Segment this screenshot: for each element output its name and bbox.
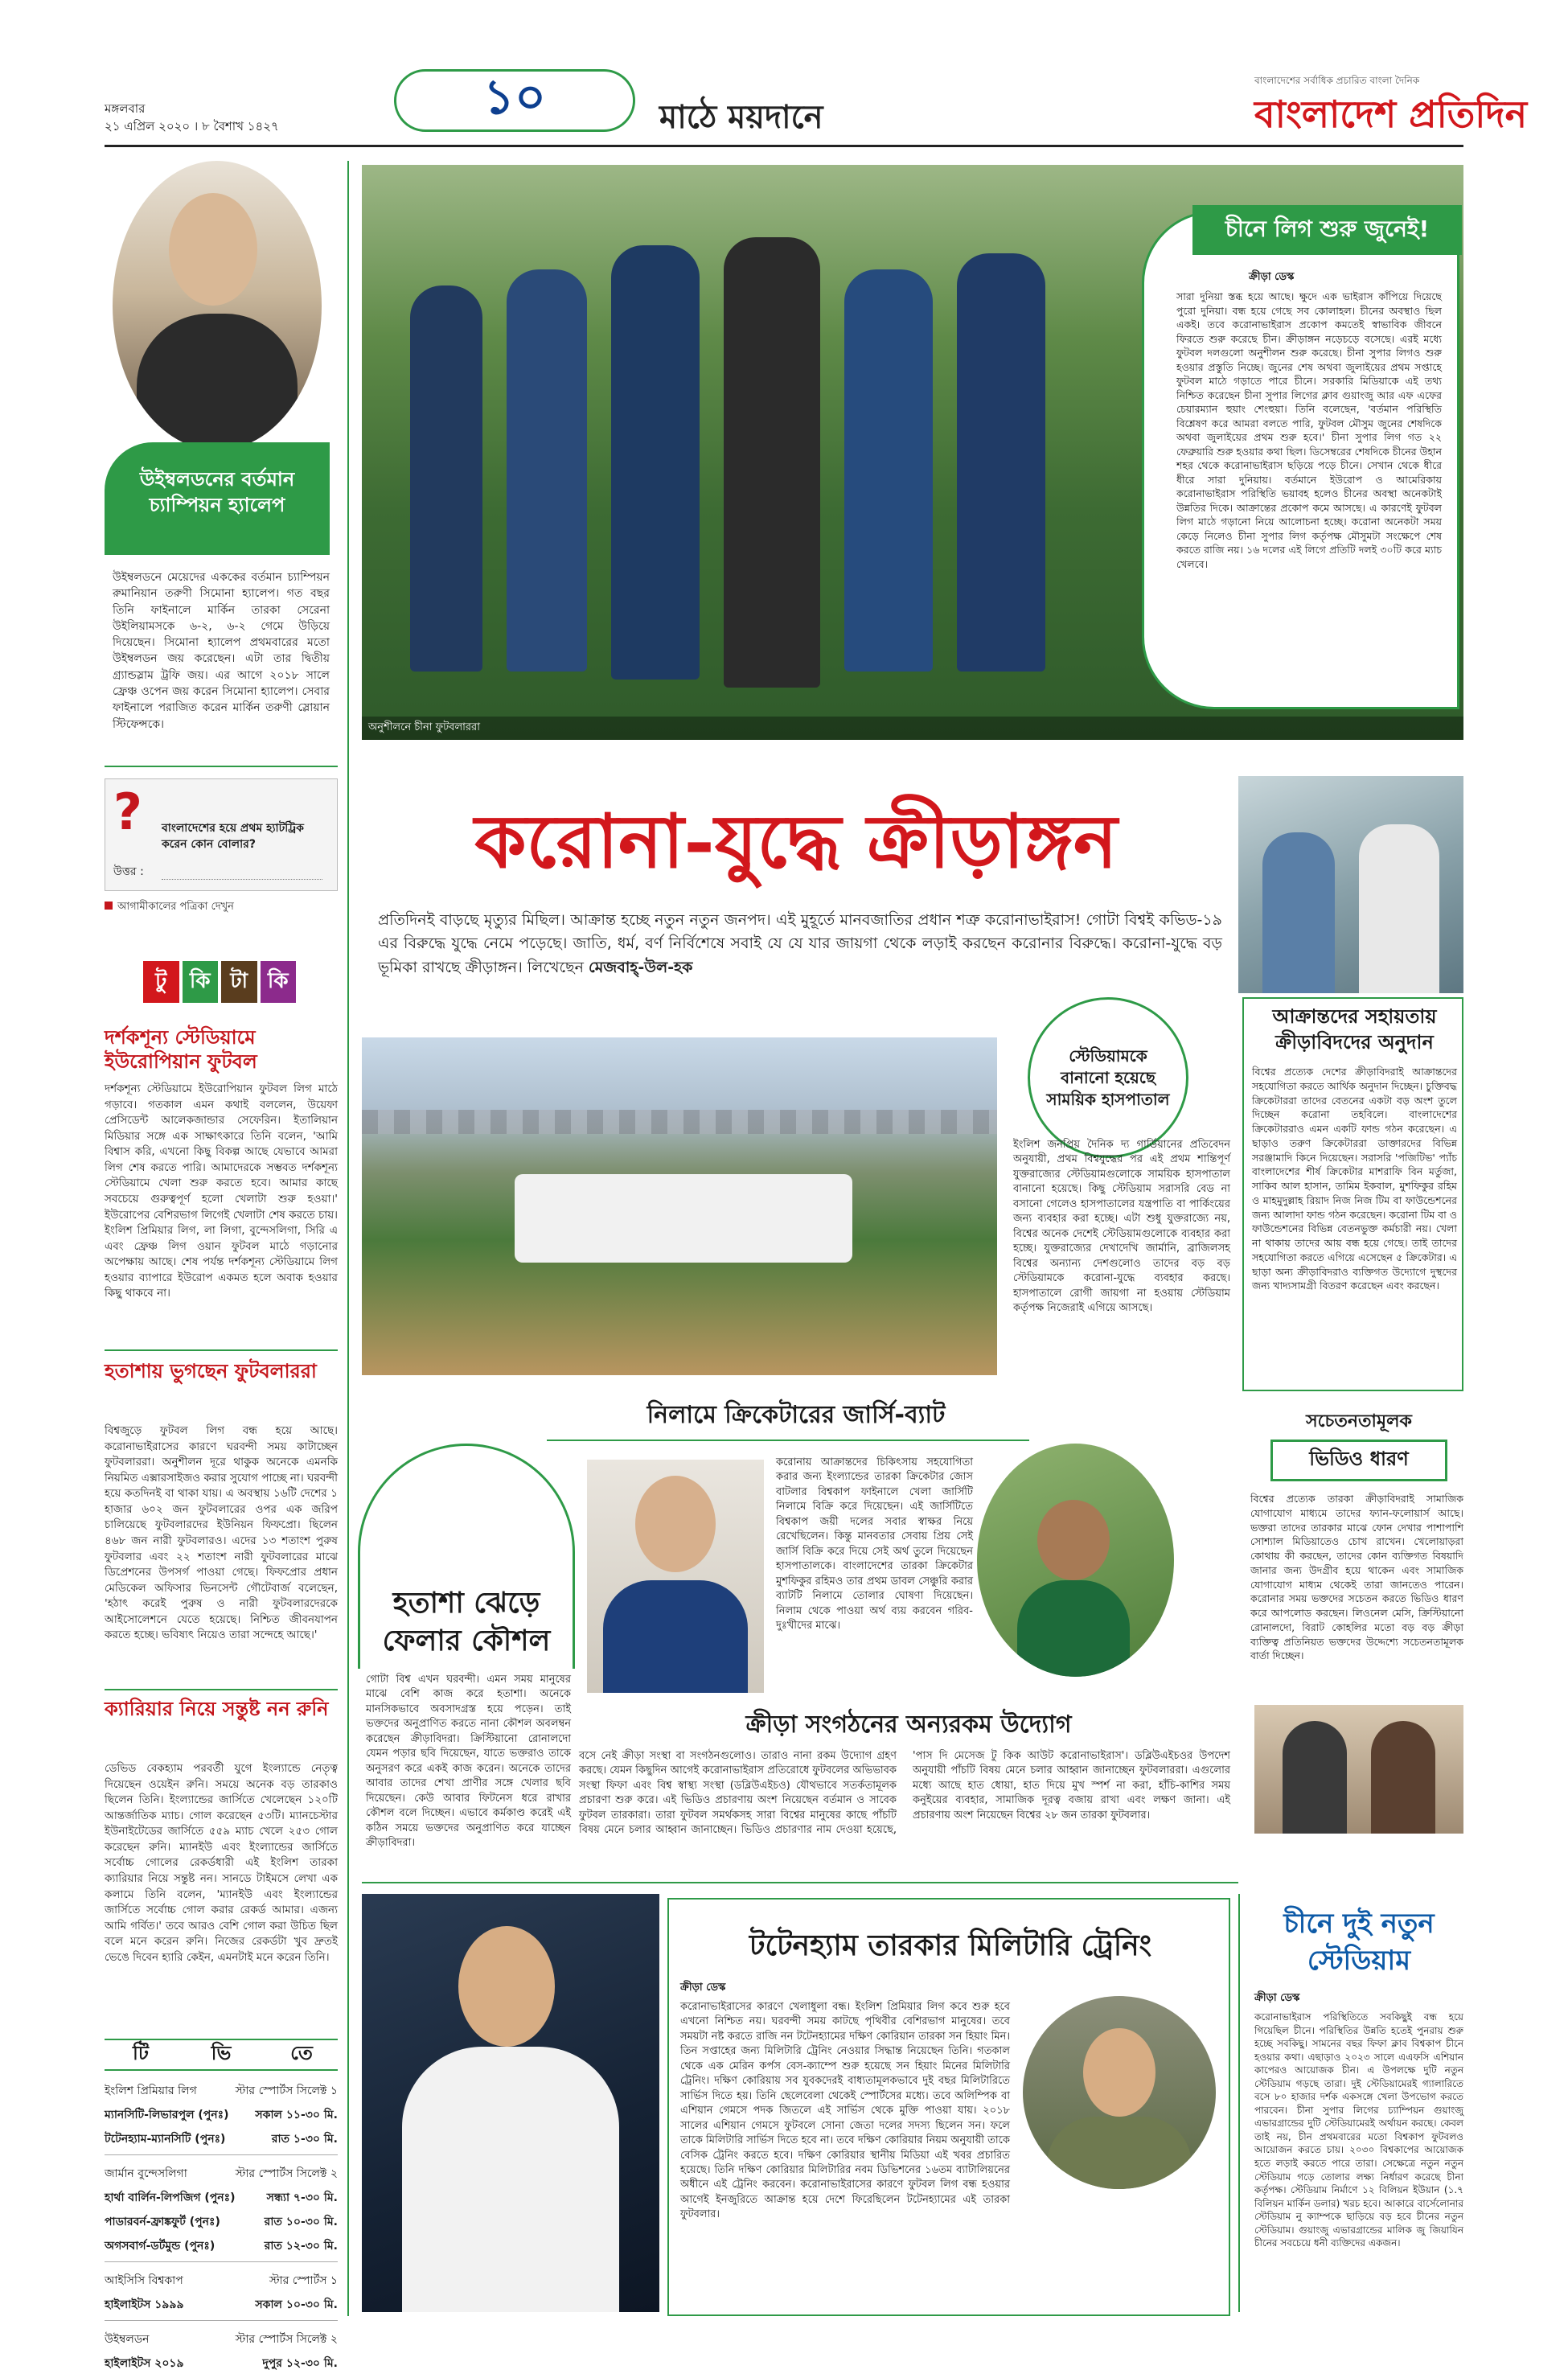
tottenham-box [667, 1898, 1230, 2316]
tv-schedule [105, 2079, 338, 2374]
quiz-box [105, 778, 338, 891]
tv-match: হার্থা বার্লিন-লিপজিগ (পুনঃ) [105, 2191, 236, 2204]
tv-letter: তে [290, 2042, 313, 2064]
china-stadium-byline: ক্রীড়া ডেস্ক [1254, 1992, 1300, 2004]
mushfiq-photo [977, 1444, 1174, 1677]
tv-match: পাডারবর্ন-ফ্রাঙ্কফুর্ট (পুনঃ) [105, 2216, 220, 2228]
main-author: মেজবাহ্-উল-হক [589, 958, 693, 976]
brand-logo: বাংলাদেশ প্রতিদিন [1254, 92, 1528, 136]
quiz-answer-line[interactable] [162, 879, 322, 880]
tottenham-title: টটেনহ্যাম তারকার মিলিটারি ট্রেনিং [749, 1929, 1152, 1962]
aid-title: আক্রান্তদের সহায়তায় ক্রীড়াবিদদের অনুদান [1272, 1005, 1437, 1054]
tv-time: সকাল ১০-৩০ মি. [255, 2298, 338, 2311]
china-byline: ক্রীড়া ডেস্ক [1249, 271, 1295, 283]
stadium-bubble [1028, 997, 1188, 1158]
aid-box [1242, 997, 1463, 1391]
tv-banner [105, 2039, 338, 2071]
main-headline: করোনা-যুদ্ধে ক্রীড়াঙ্গন [474, 798, 1118, 885]
china-title-bar [1192, 205, 1462, 255]
tv-match: টটেনহ্যাম-ম্যানসিটি (পুনঃ) [105, 2133, 226, 2146]
section-title: মাঠে ময়দানে [659, 99, 823, 136]
halep-text: উইম্বলডনে মেয়েদের এককের বর্তমান চ্যাম্পিয়ন রুমানিয়ান তরুণী সিমোনা হ্যালেপ। গত বছর তিনি ফাইনালে মার্কিন তারকা সেরেনা উইলিয়ামসকে ৬-২, ৬-২ গেমে উড়িয়ে দিয়েছেন। সিমোনা হ্যালেপ প্রথমবারের মতো উইম্বলডন জয় করেছেন। এটা তার দ্বিতীয় গ্র্যান্ডস্লাম ট্রফি জয়। এর আগে ২০১৮ সালে ফ্রেঞ্চ ওপেন জয় করেন সিমোনা হ্যালেপ। সেবার ফাইনালে পরাজিত করেন মার্কিন তরুণী স্লোয়ান স্টিফেন্সকে। [113, 571, 330, 731]
header-rule [105, 145, 1463, 147]
tv-letter: ভি [211, 2042, 232, 2064]
quiz-answer-label: উত্তর : [113, 865, 144, 878]
tv-league: ইংলিশ প্রিমিয়ার লিগ [105, 2084, 197, 2097]
tv-letter: টি [133, 2042, 149, 2064]
china-league-box [1142, 211, 1459, 709]
left-column-rule [347, 161, 349, 2316]
frustration-bubble [358, 1444, 575, 1669]
tv-league: উইম্বলডন [105, 2333, 150, 2346]
stadium-label: স্টেডিয়ামকে বানানো হয়েছে সাময়িক হাসপাতাল [1046, 1045, 1170, 1109]
china-title: চীনে লিগ শুরু জুনেই! [1225, 215, 1430, 242]
story2-title: হতাশায় ভুগছেন ফুটবলাররা [105, 1360, 317, 1382]
halep-photo [113, 161, 322, 450]
tuki-letter: কি [261, 961, 297, 1003]
tuki-letter: টা [221, 961, 257, 1003]
tv-channel: স্টার স্পোর্টস সিলেক্ট ২ [235, 2333, 338, 2346]
tv-league: আইসিসি বিশ্বকাপ [105, 2274, 183, 2287]
story2-text: বিশ্বজুড়ে ফুটবল লিগ বন্ধ হয়ে আছে। করোনাভাইরাসের কারণে ঘরবন্দী সময় কাটাচ্ছেন ফুটবলাররা। অনুশীলন দূরে থাকুক অনেকে এমনকি নিয়মিত এক্সারসাইজও করার সুযোগ পাচ্ছে না। ঘরবন্দী হয়ে কতদিনই বা থাকা যায়। এ অবস্থায় ১৬টি দেশের ১ হাজার ৬০২ জন ফুটবলারের ওপর এক জরিপ চালিয়েছে ফুটবলারদের ইউনিয়ন ফিফপ্রো। ছিলেন ৪৬৮ জন নারী ফুটবলারও। এদের ১৩ শতাংশ পুরুষ ফুটবলার এবং ২২ শতাংশ নারী ফুটবলারের মাঝে ডিপ্রেশনের উপসর্গ পাওয়া গেছে। ফিফপ্রোর প্রধান মেডিকেল অফিসার ভিনসেন্ট গৌটেবার্জ বলেছেন, 'হঠাৎ করেই পুরুষ ও নারী ফুটবলারদেরকে আইসোলেশনে যেতে হয়েছে। নিশ্চিত জীবনযাপন করতে হচ্ছে। ভবিষ্যৎ নিয়েও তারা সন্দেহে আছে।' [105, 1424, 338, 1642]
tottenham-text: করোনাভাইরাসের কারণে খেলাধুলা বন্ধ। ইংলিশ প্রিমিয়ার লিগ কবে শুরু হবে এখনো নিশ্চিত নয়। ঘরবন্দী সময় কাটছে পৃথিবীর বেশিরভাগ মানুষের। তবে সময়টা নষ্ট করতে রাজি নন টটেনহ্যামের দক্ষিণ কোরিয়ান তারকা সন হিয়াং মিন। তিন সপ্তাহের জন্য মিলিটারি ট্রেনিং নেওয়ার সিদ্ধান্ত নিয়েছেন তিনি। গতকাল থেকে এক মেরিন কর্পস বেস-ক্যাম্পে শুরু হয়েছে সন হিয়াং মিনের মিলিটারি ট্রেনিং। দক্ষিণ কোরিয়ায় সব যুবকদেরই বাধ্যতামূলকভাবে দুই বছর মিলিটারিতে সার্ভিস দিতে হয়। তিনি ছেলেবেলা থেকেই স্পোর্টসের মধ্যে। তবে অলিম্পিক বা এশিয়ান গেমসে পদক জিতলে এই সার্ভিস থেকে মুক্তি পাওয়া যায়। ২০১৮ সালের এশিয়ান গেমসে ফুটবলে সোনা জেতা দলের সদস্য ছিলেন সন। ফলে তাকে মিলিটারি সার্ভিস দিতে হবে না। তবে দক্ষিণ কোরিয়ার নিয়ম অনুযায়ী তাকে বেসিক ট্রেনিং করতে হবে। দক্ষিণ কোরিয়ার স্থানীয় মিডিয়া এই খবর প্রচারিত হয়েছে। তিনি দক্ষিণ কোরিয়ার মিলিটারির নবম ডিভিশনের ১৬তম ব্যাটালিয়নের অধীনে এই ট্রেনিং করবেন। করোনাভাইরাসের কারণে ফুটবল লিগ বন্ধ হওয়ার আগেই ইনজুরিতে আক্রান্ত হয়ে দেশে ফিরেছিলেন টটেনহ্যামের এই তারকা ফুটবলার। [680, 2001, 1010, 2221]
tv-match: হাইলাইটস ২০১৯ [105, 2357, 184, 2370]
auction-rule [547, 1440, 1029, 1441]
tv-group [105, 2327, 338, 2374]
china-stadium-title: চীনে দুই নতুন স্টেডিয়াম [1283, 1908, 1435, 1977]
story1-rule [105, 1349, 338, 1351]
brand-tagline: বাংলাদেশের সর্বাধিক প্রচারিত বাংলা দৈনিক [1254, 75, 1420, 86]
son-photo [362, 1894, 659, 2312]
auction-title: নিলামে ক্রিকেটারের জার্সি-ব্যাট [646, 1401, 946, 1429]
tv-match: অগসবার্গ-ডর্টমুন্ড (পুনঃ) [105, 2240, 215, 2253]
china-photo-label: অনুশীলনে চীনা ফুটবলাররা [362, 717, 1463, 740]
awareness-title-box [1270, 1440, 1447, 1481]
main-intro [378, 909, 1222, 980]
player-figures [394, 237, 1118, 720]
tv-group [105, 2162, 338, 2262]
china-text: সারা দুনিয়া স্তব্ধ হয়ে আছে। ক্ষুদে এক ভাইরাস কাঁপিয়ে দিয়েছে পুরো দুনিয়া। বন্ধ হয়ে গেছে সব কোলাহল। চীনের অবস্থাও ছিল একই। তবে করোনাভাইরাস প্রকোপ কমতেই স্বাভাবিক জীবনে ফিরতে শুরু করেছে চীন। ক্রীড়াঙ্গন নড়েচড়ে বসেছে। এরই মধ্যে ফুটবল দলগুলো অনুশীলন শুরু করেছে। চীনা সুপার লিগও শুরু হওয়ার প্রস্তুতি নিচ্ছে। জুনের শেষ অথবা জুলাইয়ের প্রথম সপ্তাহে ফুটবল মাঠে গড়াতে পারে চীনে। সরকারি মিডিয়াকে এই তথ্য নিশ্চিত করেছেন চীনা সুপার লিগের ক্লাব গুয়াংজু আর এফ এফের চেয়ারম্যান হুয়াং শেংহুয়া। তিনি বলেছেন, 'বর্তমান পরিস্থিতি বিশ্লেষণ করে আমরা বলতে পারি, ফুটবল মৌসুম জুনের শেষদিকে অথবা জুলাইয়ের প্রথম শুরু হবে।' চীনা সুপার লিগ গত ২২ ফেব্রুয়ারি শুরু হওয়ার কথা ছিল। ডিসেম্বরের শেষদিকে চীনের উহান শহর থেকে করোনাভাইরাস ছড়িয়ে পড়ে চীনে। সেখান থেকে ধীরে ধীরে সারা দুনিয়ায়। বর্তমানে ইউরোপ ও আমেরিকায় করোনাভাইরাস পরিস্থিতি ভয়াবহ হলেও চীনের অবস্থা অনেকটাই উন্নতির দিকে। আক্রান্তের প্রকোপ কমে আসছে। এ কারণেই ফুটবল লিগ মাঠে গড়ানো নিয়ে আলোচনা হচ্ছে। করোনা অনেকটা সময় কেড়ে নিলেও চীনা সুপার লিগ কর্তৃপক্ষ মৌসুমটা সংক্ষেপে শেষ করতে রাজি নয়। ১৬ দলের এই লিগে প্রতিটি দলই ৩০টি করে ম্যাচ খেলবে। [1176, 290, 1442, 570]
org-text: বসে নেই ক্রীড়া সংস্থা বা সংগঠনগুলোও। তারাও নানা রকম উদ্যোগ গ্রহণ করছে। যেমন কিছুদিন আগেই করোনাভাইরাস প্রতিরোধে ফুটবলের অভিভাবক সংস্থা ফিফা এবং বিশ্ব স্বাস্থ্য সংস্থা (ডব্লিউএইচও) যৌথভাবে সতর্কতামূলক প্রচারণা শুরু করে। এই ভিডিও প্রচারণায় অংশ নিয়েছেন বর্তমান ও সাবেক ফুটবল তারকারা। তারা ফুটবল সমর্থকসহ সারা বিশ্বের মানুষের কাছে পাঁচটি বিষয় মেনে চলার আহ্বান জানাচ্ছেন। ভিডিও প্রচারণার নাম দেওয়া হয়েছে, 'পাস দি মেসেজ টু কিক আউট করোনাভাইরাস'। ডব্লিউএইচওর উপদেশ অনুযায়ী পাঁচটি বিষয় মেনে চলার আহ্বান জানাচ্ছেন ফুটবলাররা। এগুলোর মধ্যে আছে হাত ধোয়া, হাত দিয়ে মুখ স্পর্শ না করা, হাঁচি-কাশির সময় কনুইয়ের ব্যবহার, সামাজিক দূরত্ব বজায় রাখা এবং লক্ষণ জানা। এই প্রচারণায় অংশ নিয়েছেন বিশ্বের ২৮ জন তারকা ফুটবলার। [579, 1750, 1230, 1837]
tv-channel: স্টার স্পোর্টস ১ [269, 2274, 338, 2287]
quiz-note [105, 899, 234, 916]
awareness-title: ভিডিও ধারণ [1309, 1448, 1409, 1470]
frustration-title: হতাশা ঝেড়ে ফেলার কৌশল [382, 1587, 551, 1658]
tv-channel: স্টার স্পোর্টস সিলেক্ট ১ [235, 2084, 338, 2097]
page-header [105, 64, 1528, 145]
son-military-photo [1023, 1996, 1216, 2189]
tv-time: সকাল ১১-৩০ মি. [255, 2109, 338, 2121]
quiz-note-bullet [105, 902, 113, 910]
halep-body-shape [137, 314, 298, 450]
tuki-taki-banner [143, 961, 296, 1003]
page-number: ১০ [483, 69, 546, 125]
tuki-letter: টু [143, 961, 179, 1003]
awareness-label: সচেতনতামূলক [1306, 1411, 1412, 1431]
tv-time: রাত ১০-৩০ মি. [264, 2216, 338, 2228]
stadium-text: ইংলিশ জনপ্রিয় দৈনিক দ্য গার্ডিয়ানের প্রতিবেদন অনুযায়ী, প্রথম বিশ্বযুদ্ধের পর এই প্রথম শান্তিপূর্ণ যুক্তরাজ্যের স্টেডিয়ামগুলোকে সাময়িক হাসপাতাল বানানো হয়েছে। কিছু স্টেডিয়াম সরাসরি বেড না বসানো গেলেও হাসপাতালের যন্ত্রপাতি বা পার্কিংয়ের জন্য ব্যবহার করা হচ্ছে। এটা শুধু যুক্তরাজ্যে নয়, বিশ্বের অনেক দেশেই স্টেডিয়ামগুলোকে ব্যবহার করা হচ্ছে। যুক্তরাজ্যের দেখাদেখি জার্মানি, ব্রাজিলসহ বিশ্বের অন্যান্য দেশগুলোও তাদের বড় বড় স্টেডিয়ামকে করোনা-যুদ্ধে ব্যবহার করছে। হাসপাতালে রোগী জায়গা না হওয়ায় স্টেডিয়াম কর্তৃপক্ষ নিজেরাই এগিয়ে আসছে। [1013, 1139, 1230, 1314]
tv-time: দুপুর ১২-৩০ মি. [262, 2357, 338, 2370]
aid-photo [1238, 776, 1463, 993]
header-date: ২১ এপ্রিল ২০২০ । ৮ বৈশাখ ১৪২৭ [105, 119, 279, 133]
story3-text: ডেভিড বেকহ্যাম পরবর্তী যুগে ইংল্যান্ডে নেতৃত্ব দিয়েছেন ওয়েইন রুনি। সময়ে অনেক বড় তারকাও ছিলেন তিনি। ইংল্যান্ডের জার্সিতে খেলেছেন ১২০টি আন্তর্জাতিক ম্যাচ। গোল করেছেন ৫৩টি। ম্যানচেস্টার ইউনাইটেডের জার্সিতে ৫৫৯ ম্যাচ খেলে ২৫৩ গোল করেছেন রুনি। ম্যানইউ এবং ইংল্যান্ডের জার্সিতে সর্বোচ্চ গোলের রেকর্ডধারী এই ইংলিশ তারকা ক্যারিয়ার নিয়ে সন্তুষ্ট নন। সানডে টাইমসে লেখা এক কলামে তিনি বলেন, 'ম্যানইউ এবং ইংল্যান্ডের জার্সিতে সর্বোচ্চ গোল করার রেকর্ড আমার। এজন্য আমি গর্বিত।' তবে আরও বেশি গোল করা উচিত ছিল বলে মনে করেন রুনি। নিজের রেকর্ডটা খুব দ্রুতই ভেঙে দিবেন হ্যারি কেইন, এমনটাই মনে করেন তিনি। [105, 1762, 338, 1964]
halep-head-shape [169, 193, 257, 306]
main-intro-text: প্রতিদিনই বাড়ছে মৃত্যুর মিছিল। আক্রান্ত হচ্ছে নতুন নতুন জনপদ। এই মুহূর্তে মানবজাতির প্রধান শত্রু করোনাভাইরাস! গোটা বিশ্বই কভিড-১৯ এর বিরুদ্ধে যুদ্ধে নেমে পড়েছে। জাতি, ধর্ম, বর্ণ নির্বিশেষে সবাই যে যে যার জায়গা থেকে লড়াই করছেন করোনার বিরুদ্ধে। করোনা-যুদ্ধে বড় ভূমিকা রাখছে ক্রীড়াঙ্গন। লিখেছেন [378, 911, 1222, 976]
story2-rule [105, 1689, 338, 1690]
tv-group [105, 2269, 338, 2321]
tv-match: হাইলাইটস ১৯৯৯ [105, 2298, 184, 2311]
kohli-anushka-photo [1254, 1705, 1463, 1834]
tv-time: সন্ধ্যা ৭-৩০ মি. [266, 2191, 338, 2204]
awareness-text: বিশ্বের প্রত্যেক তারকা ক্রীড়াবিদরাই সামাজিক যোগাযোগ মাধ্যমে তাদের ফ্যান-ফলোয়ার্স আছে। ভক্তরা তাদের তারকার মাঝে ফোন দেখার পাশাপাশি সোশ্যাল মিডিয়াতেও চোখ রাখেন। খেলোয়াড়রা কোথায় কী করছেন, তাদের কোন ব্যক্তিগত বিষয়াদি জানার জন্য উদগ্রীব হয়ে থাকেন এবং সামাজিক যোগাযোগ মাধ্যম থেকেই তারা জানতেও পারেন। করোনার সময় ভক্তদের সচেতন করতে ভিডিও ধারণ করে আপলোড করছেন। লিওনেল মেসি, ক্রিস্টিয়ানো রোনালদো, বিরাট কোহলির মতো বড় বড় ক্রীড়া ব্যক্তিত্ব প্রতিনিয়ত ভক্তদের উদ্দেশ্যে সচেতনতামূলক বার্তা দিচ্ছেন। [1250, 1493, 1463, 1662]
right-bottom-rule [1238, 1894, 1240, 2312]
page-number-badge [394, 69, 635, 132]
halep-caption-box [105, 442, 330, 555]
tv-time: রাত ১-৩০ মি. [271, 2133, 338, 2146]
halep-bottom-rule [105, 766, 338, 767]
tv-group [105, 2079, 338, 2155]
org-title: ক্রীড়া সংগঠনের অন্যরকম উদ্যোগ [745, 1711, 1072, 1739]
question-mark-icon: ? [113, 782, 142, 841]
story1-text: দর্শকশূন্য স্টেডিয়ামে ইউরোপিয়ান ফুটবল লিগ মাঠে গড়াবে। গতকাল এমন কথাই বললেন, উয়েফা প্রেসিডেন্ট আলেকজান্ডার সেফেরিন। ইতালিয়ান মিডিয়ার সঙ্গে এক সাক্ষাৎকারে তিনি বলেন, 'আমি বিশ্বাস করি, এখনো কিছু বিকল্প আছে যেভাবে আমরা লিগ শেষ করতে পারি। আমাদেরকে সম্ভবত দর্শকশূন্য স্টেডিয়ামে খেলা শুরু করতে হবে। আমার কাছে সবচেয়ে গুরুত্বপূর্ণ হলো খেলাটা শুরু হওয়া।' ইউরোপের বেশিরভাগ লিগেই খেলাটা শেষ করতে চায়। ইংলিশ প্রিমিয়ার লিগ, লা লিগা, বুন্দেসলিগা, সিরি এ এবং ফ্রেঞ্চ লিগ ওয়ান ফুটবল মাঠে গড়ানোর অপেক্ষায় আছে। শেষ পর্যন্ত দর্শকশূন্য স্টেডিয়ামে লিগ হওয়ার ব্যাপারে ইউরোপ একমত হলে অবাক হওয়ার কিছু থাকবে না। [105, 1082, 338, 1300]
china-stadium-text: করোনাভাইরাস পরিস্থিতিতে সবকিছুই বন্ধ হয়ে গিয়েছিল চীনে। পরিস্থিতির উন্নতি হতেই পুনরায় শুরু হচ্ছে সবকিছু। সামনের বছর ফিফা ক্লাব বিশ্বকাপ চীনে হওয়ার কথা। এছাড়াও ২০২৩ সালে এএফসি এশিয়ান কাপেরও আয়োজক চীন। এ উপলক্ষে দুটি নতুন স্টেডিয়াম গড়ছে তারা। দুই স্টেডিয়ামেরই গ্যালারিতে বসে ৮০ হাজার দর্শক একসঙ্গে খেলা উপভোগ করতে পারবেন। চীনা সুপার লিগের চ্যাম্পিয়ন গুয়াংজু এভারগ্রান্ডের দুটি স্টেডিয়ামেরই অর্থায়ন করছে। কেবল তাই নয়, চীন প্রথমবারের মতো বিশ্বকাপ ফুটবলও আয়োজন করতে চায়। ২০৩০ বিশ্বকাপের আয়োজক হতে লড়াই করতে পারে তারা। সেক্ষেত্রে নতুন নতুন স্টেডিয়াম গড়ে তোলার লক্ষ্য নির্ধারণ করেছে চীনা কর্তৃপক্ষ। স্টেডিয়াম নির্মাণে ১২ বিলিয়ন ইউয়ান (১.৭ বিলিয়ন মার্কিন ডলার) খরচ হবে। আকারে বার্সেলোনার স্টেডিয়াম নু ক্যাম্পকে ছাড়িয়ে বড় হবে চীনের নতুন স্টেডিয়াম। গুয়াংজু এভারগ্রান্ডের মালিক জু জিয়াযিন চীনের সবচেয়ে ধনী ব্যক্তিদের একজন। [1254, 2011, 1463, 2249]
org-bottom-rule [362, 1882, 1238, 1883]
tuki-letter: কি [183, 961, 219, 1003]
tv-channel: স্টার স্পোর্টস সিলেক্ট ২ [235, 2167, 338, 2180]
tottenham-byline: ক্রীড়া ডেস্ক [680, 1982, 726, 1994]
aid-text: বিশ্বের প্রত্যেক দেশের ক্রীড়াবিদরাই আক্রান্তদের সহযোগিতা করতে আর্থিক অনুদান দিচ্ছেন। চুক্তিবদ্ধ ক্রিকেটাররা তাদের বেতনের একটা বড় অংশ তুলে দিচ্ছেন করোনা তহবিলে। বাংলাদেশের ক্রিকেটাররাও এমন একটি ফান্ড গঠন করেছেন। এ ছাড়াও তরুণ ক্রিকেটাররা ডাক্তারদের বিভিন্ন সরঞ্জামাদি কিনে দিয়েছেন। সরাসরি 'পজিটিভ' প্যাঁচ বাংলাদেশের শীর্ষ ক্রিকেটার মাশরাফি বিন মর্তুজা, সাকিব আল হাসান, তামিম ইকবাল, মুশফিকুর রহিম ও মাহমুদুল্লাহ রিয়াদ নিজ নিজ টিম বা ফাউন্ডেশনের জন্য আলাদা ফান্ড গঠন করেছেন। করোনা টিম বা ও ফাউন্ডেশনের বিভিন্ন বেতনভুক্ত কর্মচারী নয়। খেলা না থাকায় তাদের আয় বন্ধ হয়ে গেছে। তাই তাদের সহযোগিতা করতে এগিয়ে এসেছেন ৫ ক্রিকেটার। এ ছাড়া অন্য ক্রীড়াবিদরাও ব্যক্তিগত উদ্যোগে দুস্থদের জন্য খাদ্যসামগ্রী বিতরণ করেছেন এবং করছেন। [1252, 1066, 1457, 1292]
tv-time: রাত ১২-৩০ মি. [264, 2240, 338, 2253]
quiz-question: বাংলাদেশের হয়ে প্রথম হ্যাটট্রিক করেন কোন বোলার? [162, 822, 304, 851]
stadium-hospital-photo [362, 1037, 997, 1375]
halep-caption: উইম্বলডনের বর্তমান চ্যাম্পিয়ন হ্যালেপ [139, 468, 295, 517]
auction-text: করোনায় আক্রান্তদের চিকিৎসায় সহযোগিতা করার জন্য ইংল্যান্ডের তারকা ক্রিকেটার জোস বাটলার বিশ্বকাপ ফাইনালে খেলা জার্সিটি নিলামে বিক্রি করে দিয়েছেন। এই জার্সিটিতে বিশ্বকাপ জয়ী দলের সবার স্বাক্ষর নিয়ে রেখেছিলেন। কিন্তু মানবতার সেবায় প্রিয় সেই জার্সি বিক্রি করে দিয়ে সেই অর্থ তুলে দিয়েছেন হাসপাতালকে। বাংলাদেশের তারকা ক্রিকেটার মুশফিকুর রহিমও তার প্রথম ডাবল সেঞ্চুরি করার ব্যাটটি নিলামে তোলার ঘোষণা দিয়েছেন। নিলাম থেকে পাওয়া অর্থ ব্যয় করবেন গরিব-দুঃখীদের মাঝে। [776, 1456, 973, 1632]
frustration-text: গোটা বিশ্ব এখন ঘরবন্দী। এমন সময় মানুষের মাঝে বেশি কাজ করে হতাশা। অনেকে মানসিকভাবে অবসাদগ্রস্ত হয়ে পড়েন। তাই ভক্তদের অনুপ্রাণিত করতে নানা কৌশল অবলম্বন করেছেন ক্রীড়াবিদরা। ক্রিস্টিয়ানো রোনালদো যেমন পড়ার ছবি দিয়েছেন, যাতে ভক্তরাও তাকে অনুসরণ করে একই কাজ করেন। অনেকে তাদের আবার তাদের শেখা প্রাণীর সঙ্গে খেলার ছবি দিয়েছেন। কেউ আবার ফিটনেস ধরে রাখার কৌশল বলে দিচ্ছেন। এভাবে কর্মকাণ্ড করেই এই কঠিন সময়ে ভক্তদের অনুপ্রাণিত করে যাচ্ছেন ক্রীড়াবিদরা। [366, 1674, 571, 1849]
story1-title: দর্শকশূন্য স্টেডিয়ামে ইউরোপিয়ান ফুটবল [105, 1026, 257, 1073]
header-day: মঙ্গলবার [105, 101, 146, 116]
story3-title: ক্যারিয়ার নিয়ে সন্তুষ্ট নন রুনি [105, 1698, 329, 1720]
buttler-photo [587, 1460, 764, 1693]
tv-match: ম্যানসিটি-লিভারপুল (পুনঃ) [105, 2109, 229, 2121]
tv-league: জার্মান বুন্দেসলিগা [105, 2167, 187, 2180]
quiz-note-text: আগামীকালের পত্রিকা দেখুন [117, 901, 234, 913]
